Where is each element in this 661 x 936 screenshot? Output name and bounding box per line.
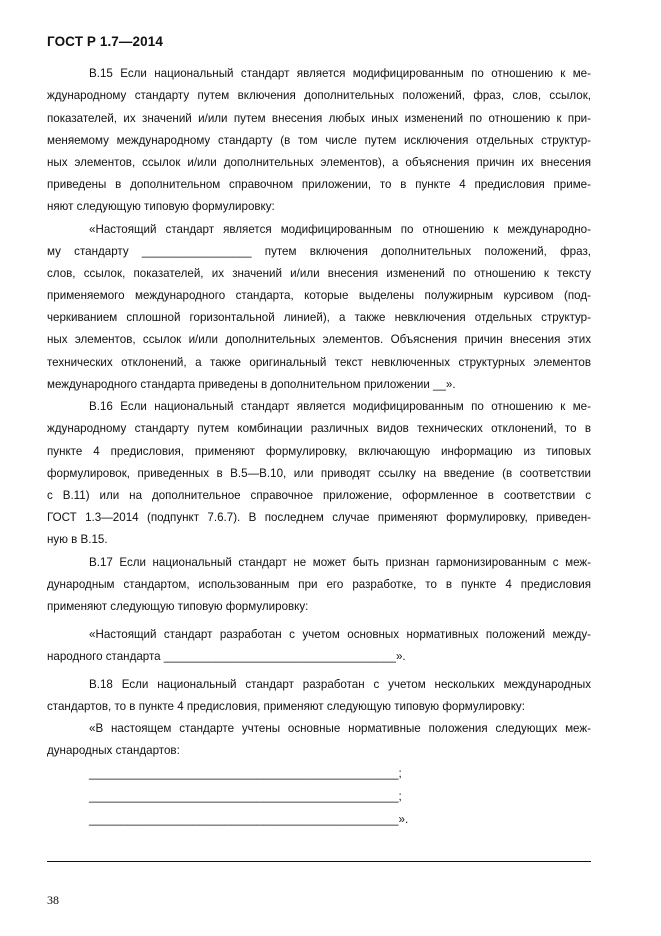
document-header: ГОСТ Р 1.7—2014 xyxy=(47,34,163,49)
text-line: ГОСТ 1.3—2014 (подпункт 7.6.7). В последнем случае применяют формулировку, приведен- xyxy=(47,511,591,524)
blank-line: ________________________________________________». xyxy=(89,813,409,826)
text-line: показателей, их значений и/или путем внесения любых иных изменений по отношению к при- xyxy=(47,112,591,125)
text-line: В.16 Если национальный стандарт является модифицированным по отношению к ме- xyxy=(89,400,591,413)
text-line: международного стандарта приведены в дополнительном приложении __». xyxy=(47,378,456,391)
text-line: няют следующую типовую формулировку: xyxy=(47,200,275,213)
text-line: народного стандарта ____________________________________». xyxy=(47,650,406,663)
text-line: дународных стандартов: xyxy=(47,744,180,757)
blank-line: ________________________________________________; xyxy=(89,767,402,780)
text-line: черкиванием сплошной горизонтальной линией), а также невключения отдельных структур- xyxy=(47,311,591,324)
text-line: стандартов, то в пункте 4 предисловия, применяют следующую типовую формулировку: xyxy=(47,700,525,713)
text-line: слов, ссылок, показателей, их значений и/или внесения изменений по отношению к тексту xyxy=(47,267,591,280)
blank-line: ________________________________________________; xyxy=(89,790,402,803)
text-line: В.18 Если национальный стандарт разработан с учетом нескольких международных xyxy=(89,678,591,691)
text-line: «В настоящем стандарте учтены основные нормативные положения следующих меж- xyxy=(89,722,591,735)
text-line: применяют следующую типовую формулировку: xyxy=(47,600,309,613)
text-line: ных элементов, ссылок и/или дополнительных элементов. Объяснения причин внесения этих xyxy=(47,333,591,346)
text-line: формулировок, приведенных в В.5—В.10, или приводят ссылку на введение (в соответствии xyxy=(47,467,591,480)
text-line: меняемому международному стандарту (в том числе путем исключения отдельных структур- xyxy=(47,134,591,147)
text-line: В.17 Если национальный стандарт не может быть признан гармонизированным с меж- xyxy=(89,556,591,569)
text-line: ную в В.15. xyxy=(47,533,108,546)
text-line: В.15 Если национальный стандарт является модифицированным по отношению к ме- xyxy=(89,67,591,80)
text-line: дународным стандартом, использованным при его разработке, то в пункте 4 предисловия xyxy=(47,578,591,591)
text-line: приведены в дополнительном справочном приложении, то в пункте 4 предисловия приме- xyxy=(47,178,591,191)
footer-rule xyxy=(47,861,591,862)
text-line: с В.11) или на дополнительное справочное приложение, оформленное в соответствии с xyxy=(47,489,591,502)
text-line: технических отклонений, а также оригинальный текст невключенных структурных элементов xyxy=(47,356,591,369)
text-line: ждународному стандарту путем включения дополнительных положений, фраз, слов, ссылок, xyxy=(47,89,591,102)
text-line: пункте 4 предисловия, применяют формулировку, включающую информацию из типовых xyxy=(47,445,591,458)
page-number: 38 xyxy=(47,893,59,907)
text-line: му стандарту _________________ путем включения дополнительных положений, фраз, xyxy=(47,245,591,258)
text-line: применяемого международного стандарта, которые выделены полужирным курсивом (под- xyxy=(47,289,591,302)
text-line: «Настоящий стандарт разработан с учетом основных нормативных положений между- xyxy=(89,628,591,641)
text-line: ждународному стандарту путем комбинации различных видов технических отклонений, то в xyxy=(47,422,591,435)
text-line: «Настоящий стандарт является модифицированным по отношению к международно- xyxy=(89,223,591,236)
text-line: ных элементов, ссылок и/или дополнительных элементов), а объяснения причин их внесения xyxy=(47,156,591,169)
